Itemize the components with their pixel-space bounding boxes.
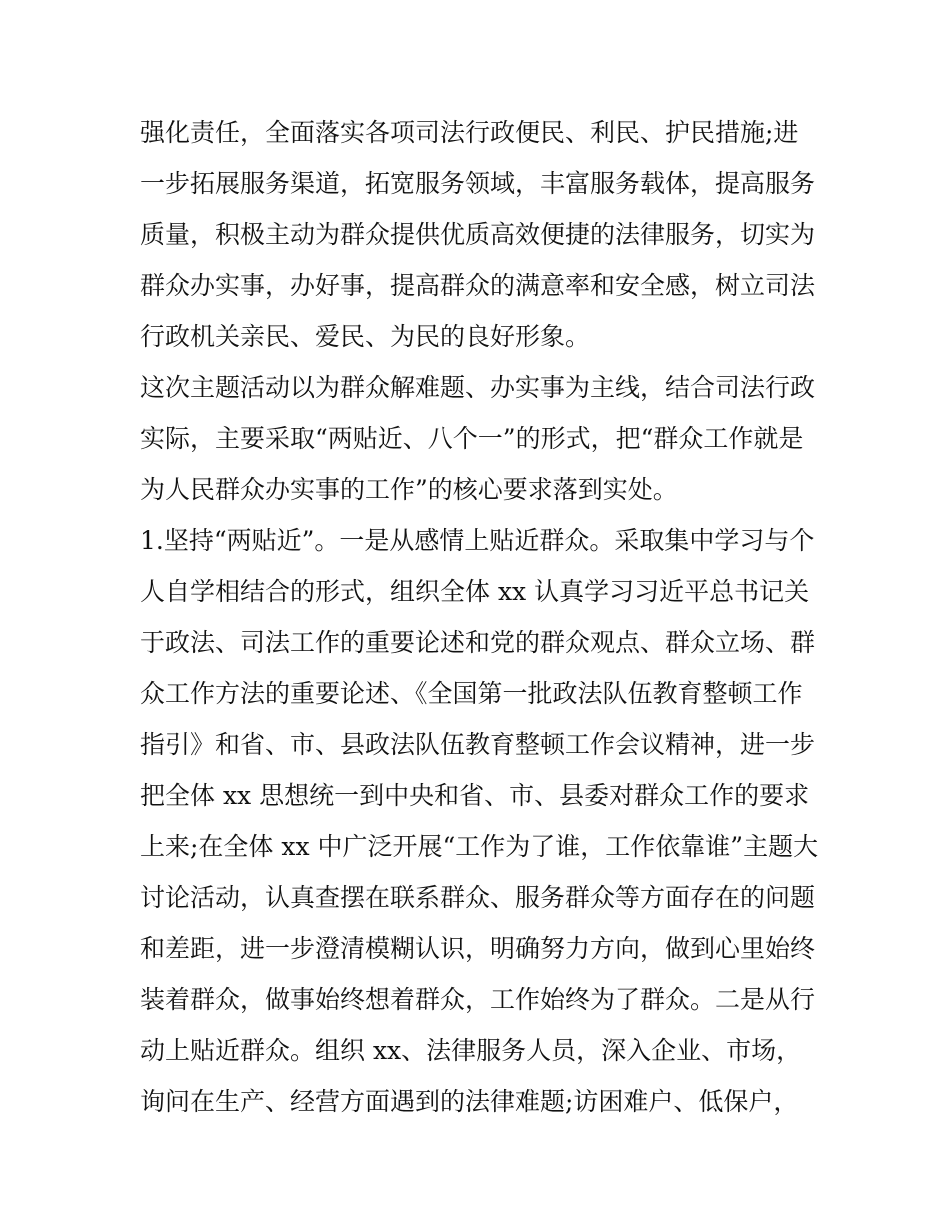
text-line: 动上贴近群众。组织 xx、法律服务人员，深入企业、市场， xyxy=(140,1036,802,1065)
text-line: 一步拓展服务渠道，拓宽服务领域，丰富服务载体，提高服务 xyxy=(140,169,816,198)
text-line: 质量，积极主动为群众提供优质高效便捷的法律服务，切实为 xyxy=(140,220,816,249)
text-line: 装着群众，做事始终想着群众，工作始终为了群众。二是从行 xyxy=(140,985,816,1014)
body-text xyxy=(140,107,820,1127)
text-line: 把全体 xx 思想统一到中央和省、市、县委对群众工作的要求 xyxy=(140,781,810,810)
text-line: 和差距，进一步澄清模糊认识，明确努力方向，做到心里始终 xyxy=(140,934,816,963)
text-line: 众工作方法的重要论述、《全国第一批政法队伍教育整顿工作 xyxy=(140,679,803,708)
text-line: 强化责任，全面落实各项司法行政便民、利民、护民措施;进 xyxy=(140,118,799,147)
text-line: 讨论活动，认真查摆在联系群众、服务群众等方面存在的问题 xyxy=(140,883,816,912)
text-line: 人自学相结合的形式，组织全体 xx 认真学习习近平总书记关 xyxy=(140,577,810,606)
text-line: 为人民群众办实事的工作”的核心要求落到实处。 xyxy=(140,475,678,504)
text-line: 于政法、司法工作的重要论述和党的群众观点、群众立场、群 xyxy=(140,628,816,657)
text-line: 上来;在全体 xx 中广泛开展“工作为了谁，工作依靠谁”主题大 xyxy=(140,832,819,861)
text-line: 群众办实事，办好事，提高群众的满意率和安全感，树立司法 xyxy=(140,271,816,300)
text-line: 这次主题活动以为群众解难题、办实事为主线，结合司法行政 xyxy=(140,373,816,402)
text-line: 行政机关亲民、爱民、为民的良好形象。 xyxy=(140,322,591,351)
text-line: 指引》和省、市、县政法队伍教育整顿工作会议精神，进一步 xyxy=(140,730,816,759)
text-line: 询问在生产、经营方面遇到的法律难题;访困难户、低保户， xyxy=(140,1087,799,1116)
text-line: 实际，主要采取“两贴近、八个一”的形式，把“群众工作就是 xyxy=(140,424,804,453)
text-line: 1.坚持“两贴近”。一是从感情上贴近群众。采取集中学习与个 xyxy=(140,526,815,555)
